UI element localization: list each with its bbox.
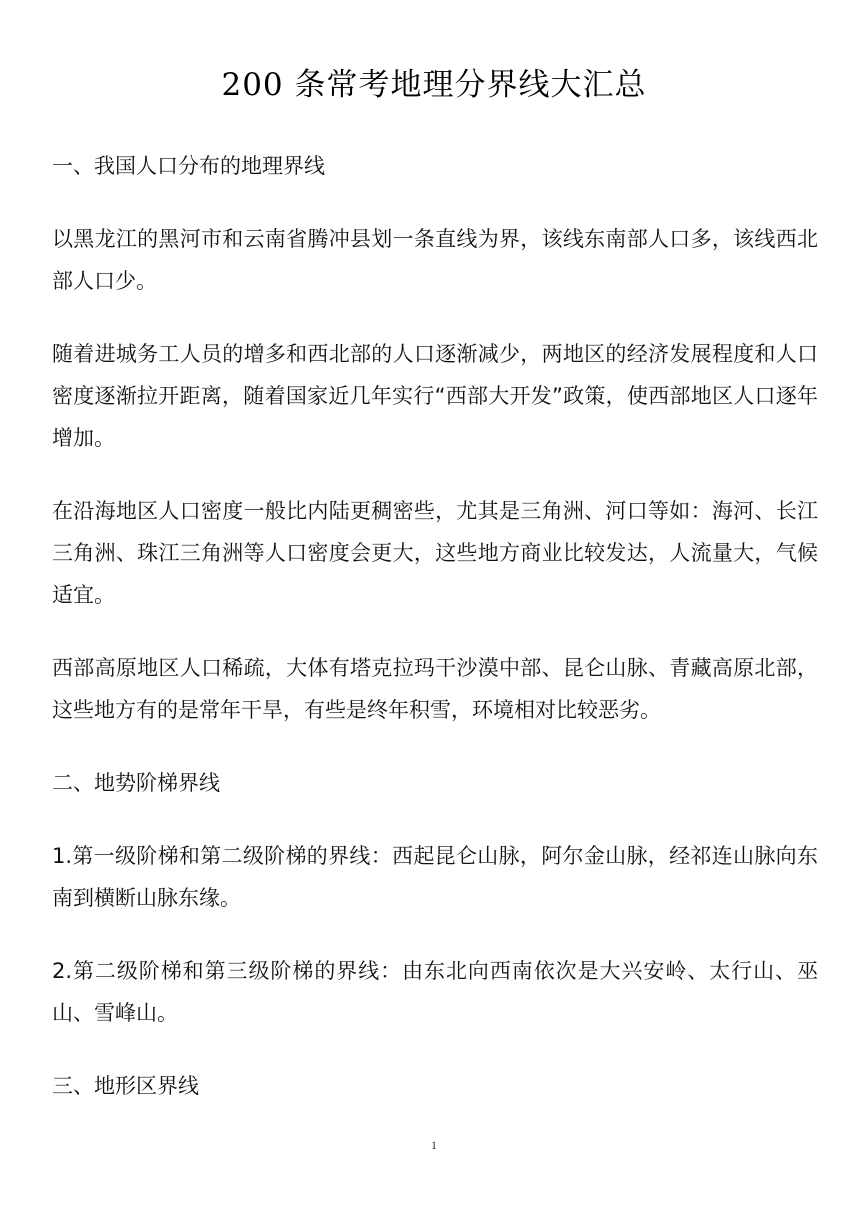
page-number: 1 xyxy=(431,1138,437,1152)
paragraph-first-second-step: 1.第一级阶梯和第二级阶梯的界线：西起昆仑山脉，阿尔金山脉，经祁连山脉向东南到横断山脉东缘。 xyxy=(52,844,818,910)
document-title: 200 条常考地理分界线大汇总 xyxy=(221,67,647,103)
section-heading-landform-regions: 三、地形区界线 xyxy=(52,1074,199,1098)
paragraph-population-line: 以黑龙江的黑河市和云南省腾冲县划一条直线为界，该线东南部人口多，该线西北部人口少。 xyxy=(52,227,818,293)
section-heading-terrain-steps: 二、地势阶梯界线 xyxy=(52,771,220,795)
document-body xyxy=(52,145,818,1107)
paragraph-second-third-step: 2.第二级阶梯和第三级阶梯的界线：由东北向西南依次是大兴安岭、太行山、巫山、雪峰山。 xyxy=(52,959,818,1025)
paragraph-western-plateau: 西部高原地区人口稀疏，大体有塔克拉玛干沙漠中部、昆仑山脉、青藏高原北部，这些地方有的是常年干旱，有些是终年积雪，环境相对比较恶劣。 xyxy=(52,656,818,722)
paragraph-coastal-density: 在沿海地区人口密度一般比内陆更稠密些，尤其是三角洲、河口等如：海河、长江三角洲、珠江三角洲等人口密度会更大，这些地方商业比较发达，人流量大，气候适宜。 xyxy=(52,499,818,607)
paragraph-population-change: 随着进城务工人员的增多和西北部的人口逐渐减少，两地区的经济发展程度和人口密度逐渐拉开距离，随着国家近几年实行“西部大开发”政策，使西部地区人口逐年增加。 xyxy=(52,342,818,450)
section-heading-population: 一、我国人口分布的地理界线 xyxy=(52,154,325,178)
